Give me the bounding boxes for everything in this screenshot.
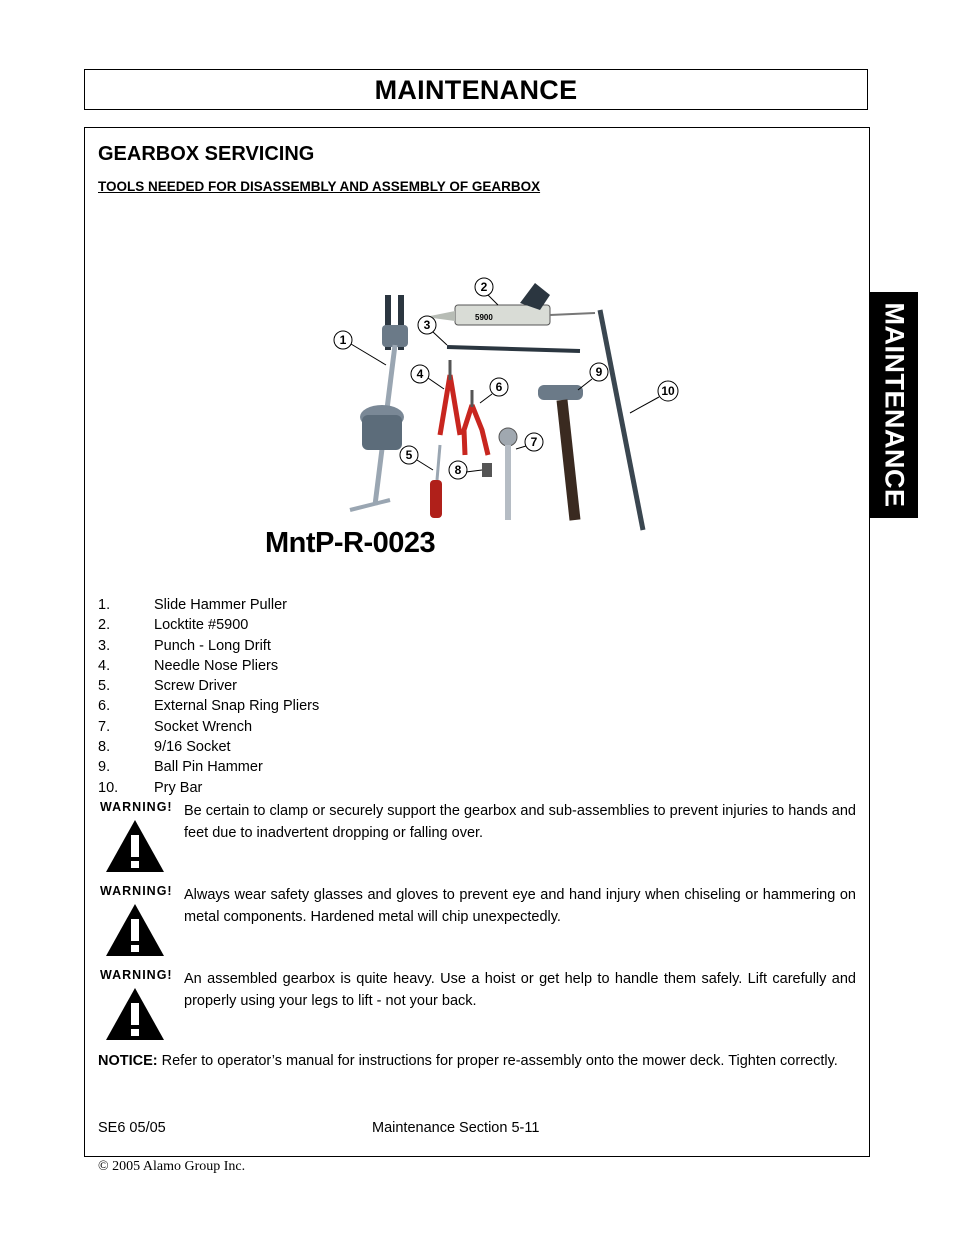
list-item: 1. Slide Hammer Puller bbox=[98, 597, 287, 613]
pry-bar-drawing bbox=[600, 310, 643, 530]
svg-text:10: 10 bbox=[661, 384, 675, 398]
footer-page-number: Maintenance Section 5-11 bbox=[372, 1120, 540, 1136]
side-tab-label: MAINTENANCE bbox=[879, 302, 909, 508]
warning-text: An assembled gearbox is quite heavy. Use a hoist or get help to handle them safely. Lift carefully and properly using your legs to lift - not your back. bbox=[184, 971, 856, 1009]
svg-text:8: 8 bbox=[454, 463, 462, 477]
callout-7 bbox=[516, 433, 543, 451]
list-item: 8. 9/16 Socket bbox=[98, 739, 231, 756]
section-subtitle: TOOLS NEEDED FOR DISASSEMBLY AND ASSEMBLY OF GEARBOX bbox=[98, 179, 541, 194]
svg-text:7: 7 bbox=[530, 435, 538, 449]
list-item: 9. Ball Pin Hammer bbox=[98, 759, 263, 776]
svg-text:5: 5 bbox=[405, 448, 413, 462]
warning-triangle-icon bbox=[104, 818, 166, 874]
side-section-tab bbox=[869, 292, 918, 518]
warning-text: Always wear safety glasses and gloves to prevent eye and hand injury when chiseling or hammering on metal components. Hardened metal will chip unexpectedly. bbox=[184, 887, 856, 925]
section-title: GEARBOX SERVICING bbox=[98, 143, 315, 165]
header-title-box bbox=[84, 69, 868, 110]
svg-text:2: 2 bbox=[480, 280, 488, 294]
tube-label: 5900 bbox=[475, 313, 493, 322]
ball-pin-hammer-drawing bbox=[538, 385, 583, 520]
callout-3 bbox=[418, 316, 447, 345]
svg-text:4: 4 bbox=[416, 367, 424, 381]
svg-text:1: 1 bbox=[339, 333, 347, 347]
screwdriver-drawing bbox=[430, 445, 442, 518]
notice-label: NOTICE: bbox=[98, 1053, 158, 1069]
callout-1 bbox=[334, 331, 386, 365]
socket-wrench-drawing bbox=[499, 428, 517, 520]
warning-triangle-icon bbox=[104, 902, 166, 958]
figure-code: MntP-R-0023 bbox=[265, 527, 436, 559]
list-item: 3. Punch - Long Drift bbox=[98, 637, 271, 654]
svg-text:3: 3 bbox=[423, 318, 431, 332]
warning-text: Be certain to clamp or securely support the gearbox and sub-assemblies to prevent injuries to hands and feet due to inadvertent dropping or falling over. bbox=[184, 803, 856, 841]
callout-4 bbox=[411, 365, 444, 389]
needle-nose-pliers-drawing bbox=[440, 360, 460, 435]
caulk-gun-drawing bbox=[425, 283, 595, 325]
list-item: 4. Needle Nose Pliers bbox=[98, 657, 279, 674]
notice-text: Refer to operator’s manual for instructions for proper re-assembly onto the mower deck. Tighten correctly. bbox=[157, 1053, 838, 1069]
svg-text:9: 9 bbox=[595, 365, 603, 379]
footer-doc-id: SE6 05/05 bbox=[98, 1120, 166, 1136]
slide-hammer-drawing bbox=[350, 295, 408, 510]
callout-8 bbox=[449, 461, 482, 479]
callout-9 bbox=[578, 363, 608, 390]
svg-text:6: 6 bbox=[495, 380, 503, 394]
list-item: 7. Socket Wrench bbox=[98, 718, 253, 735]
warning-label: WARNING! bbox=[100, 800, 173, 814]
warning-triangle-icon bbox=[104, 986, 166, 1042]
callout-5 bbox=[400, 446, 433, 470]
list-item: 6. External Snap Ring Pliers bbox=[98, 698, 320, 715]
tools-list bbox=[98, 596, 319, 799]
list-item: 10. Pry Bar bbox=[98, 779, 203, 796]
socket-drawing bbox=[482, 463, 492, 477]
header-title: MAINTENANCE bbox=[374, 75, 578, 105]
copyright-notice: © 2005 Alamo Group Inc. bbox=[98, 1159, 246, 1174]
list-item: 5. Screw Driver bbox=[98, 678, 237, 695]
notice-paragraph bbox=[98, 1051, 856, 1072]
warning-label: WARNING! bbox=[100, 968, 173, 982]
callout-2 bbox=[475, 278, 498, 305]
punch-drawing bbox=[447, 347, 580, 351]
callout-6 bbox=[480, 378, 508, 403]
list-item: 2. Locktite #5900 bbox=[98, 617, 249, 634]
callout-10 bbox=[630, 381, 678, 413]
warning-label: WARNING! bbox=[100, 884, 173, 898]
tools-illustration bbox=[250, 265, 710, 570]
